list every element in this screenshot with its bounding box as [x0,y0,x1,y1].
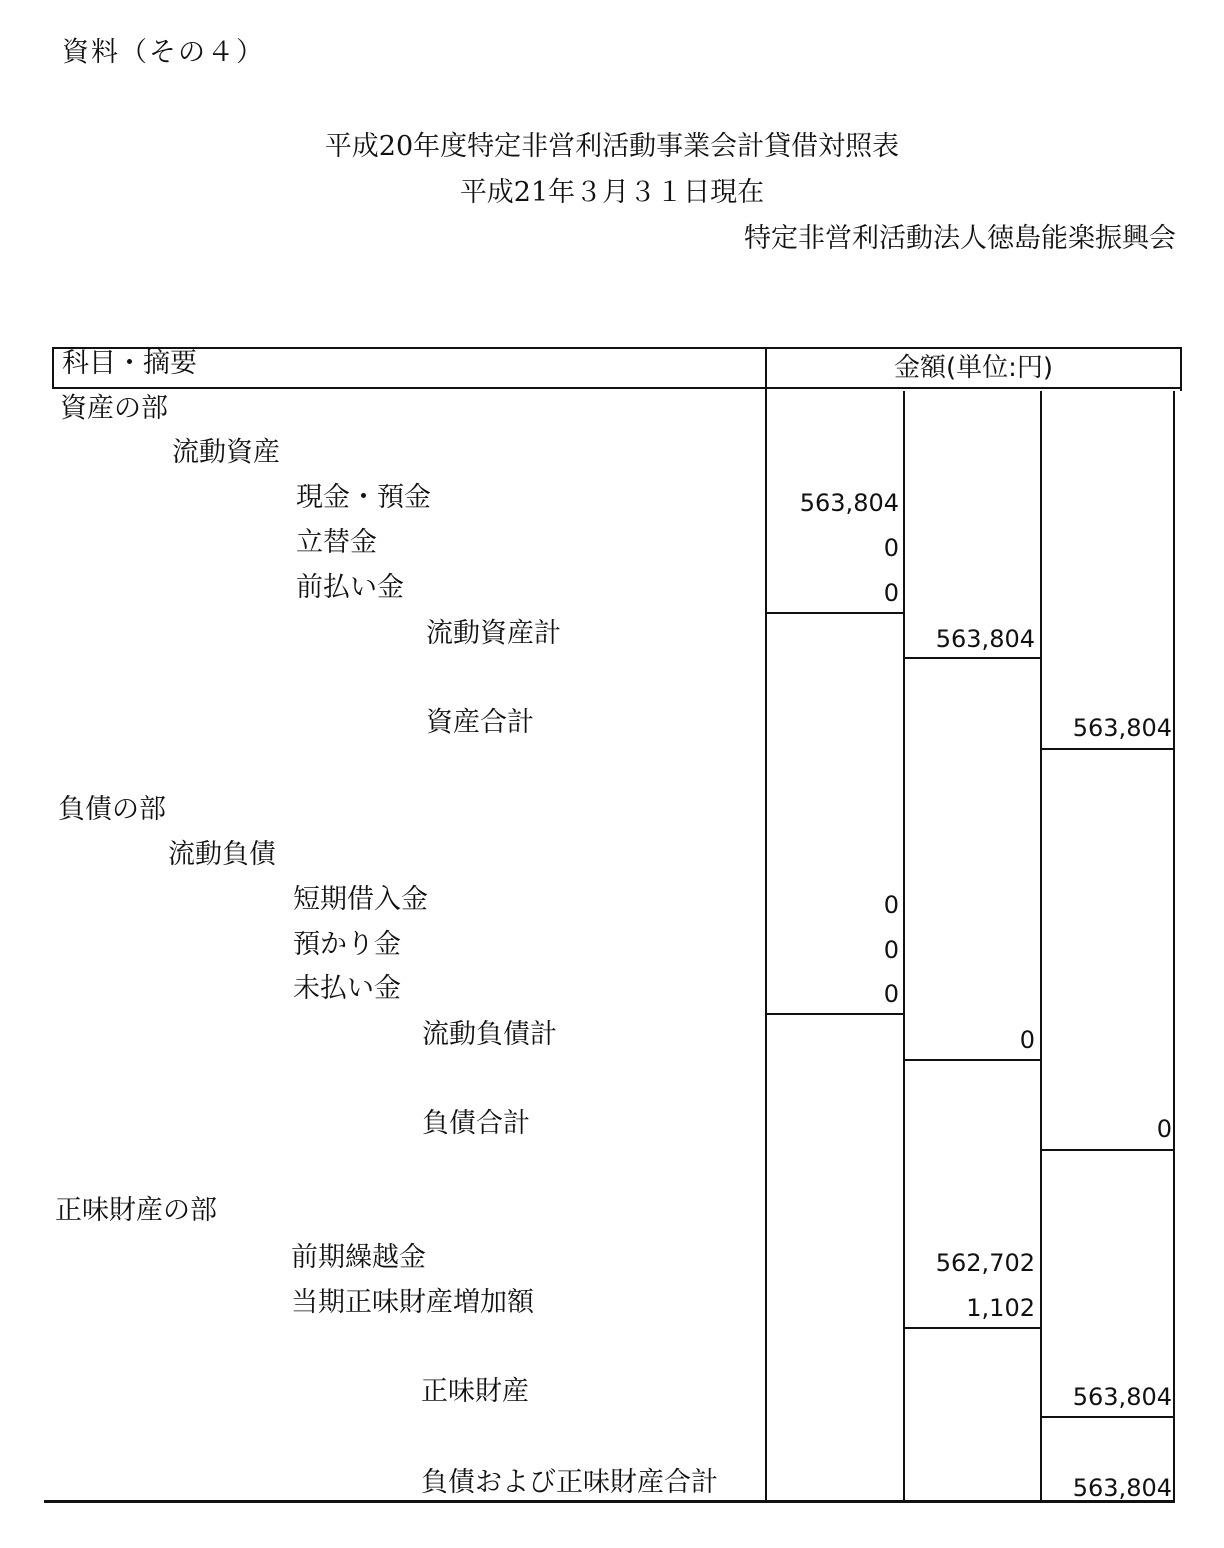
amount-column-divider [765,347,767,1503]
rule-liabilities-items [765,1013,905,1015]
total-value-assets: 563,804 [1072,714,1172,742]
row-value-short-term-loans: 0 [883,891,899,919]
row-label-advances: 立替金 [296,527,377,558]
document-label: 資料（その４） [62,37,265,68]
subsection-current-assets: 流動資産 [172,437,280,468]
rule-liabilities-subtotal [903,1059,1042,1061]
section-assets: 資産の部 [60,393,168,424]
row-value-advances: 0 [883,534,899,562]
header-bottom-border [52,387,1182,389]
total-value-net-assets: 563,804 [1072,1383,1172,1411]
subtotal-value-current-liabilities: 0 [1019,1026,1035,1054]
row-value-brought-forward: 562,702 [935,1249,1035,1277]
table-right-border [1173,391,1175,1503]
section-net-assets: 正味財産の部 [55,1195,217,1226]
rule-liabilities-total [1040,1149,1175,1151]
rule-assets-subtotal [903,657,1042,659]
grand-total-label: 負債および正味財産合計 [421,1467,718,1498]
header-right-border [1180,347,1182,391]
table-left-border [52,347,54,389]
subtotal-label-current-assets: 流動資産計 [426,618,561,649]
rule-net-assets-total [1040,1416,1175,1418]
column-divider-3 [1040,391,1042,1503]
row-value-net-assets-increase: 1,102 [966,1294,1035,1322]
row-value-accounts-payable: 0 [883,980,899,1008]
section-liabilities: 負債の部 [58,794,166,825]
grand-total-value: 563,804 [1072,1474,1172,1502]
row-label-prepaid: 前払い金 [296,572,404,603]
document-date: 平成21年３月３１日現在 [459,177,765,208]
rule-net-assets-items [903,1327,1042,1329]
total-label-assets: 資産合計 [426,707,534,738]
header-item-label: 科目・摘要 [62,348,197,379]
total-label-liabilities: 負債合計 [422,1108,530,1139]
subtotal-label-current-liabilities: 流動負債計 [422,1019,557,1050]
row-label-brought-forward: 前期繰越金 [291,1242,426,1273]
row-value-prepaid: 0 [883,579,899,607]
row-label-net-assets-increase: 当期正味財産増加額 [291,1287,534,1318]
table-top-border [52,347,1182,349]
subtotal-value-current-assets: 563,804 [935,625,1035,653]
organization-name: 特定非営利活動法人徳島能楽振興会 [744,223,1176,254]
subsection-current-liabilities: 流動負債 [168,839,276,870]
column-divider-2 [903,391,905,1503]
rule-assets-total [1040,748,1175,750]
row-label-accounts-payable: 未払い金 [293,973,401,1004]
row-value-deposits-received: 0 [883,936,899,964]
row-label-short-term-loans: 短期借入金 [293,884,428,915]
document-title: 平成20年度特定非営利活動事業会計貸借対照表 [324,131,900,162]
header-amount-label: 金額(単位:円) [893,353,1054,383]
row-value-cash: 563,804 [799,489,899,517]
total-value-liabilities: 0 [1156,1115,1172,1143]
rule-assets-items [765,612,905,614]
row-label-cash: 現金・預金 [296,482,431,513]
row-label-deposits-received: 預かり金 [293,929,401,960]
table-bottom-border [44,1500,1174,1503]
total-label-net-assets: 正味財産 [421,1376,529,1407]
